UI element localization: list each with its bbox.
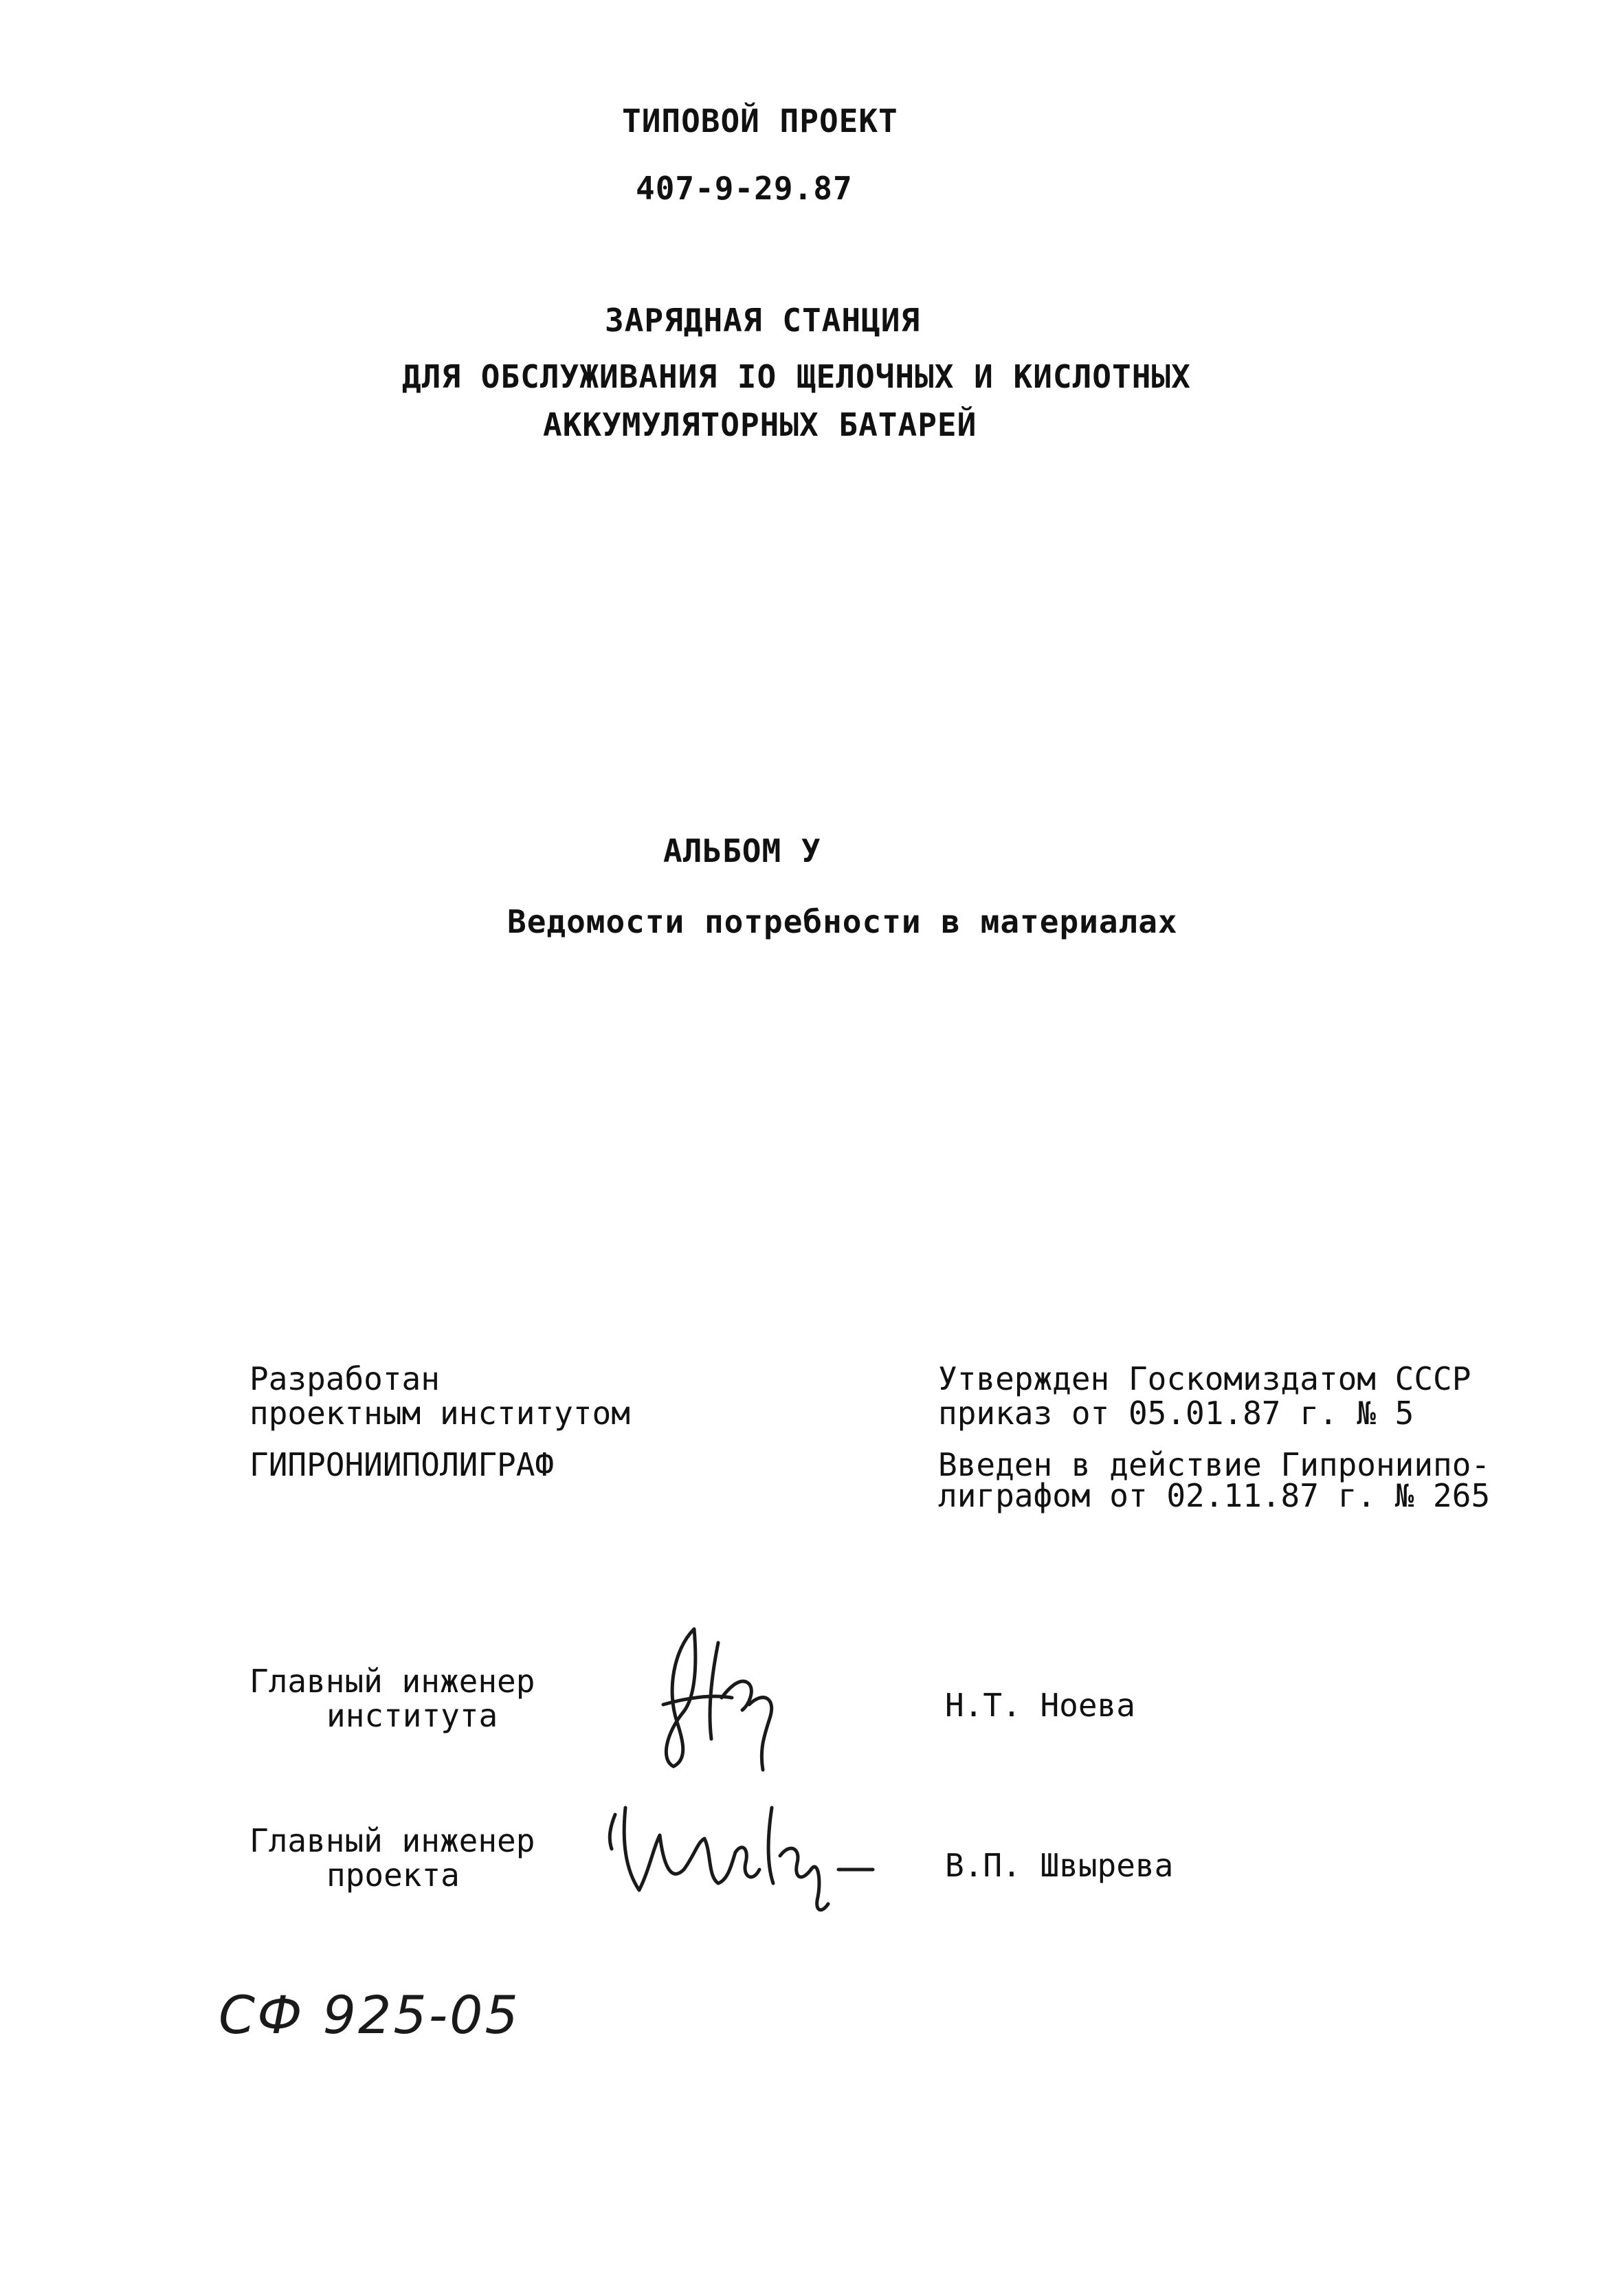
handwritten-signature-icon [646,1601,804,1780]
handwritten-signature-icon [594,1787,883,1918]
signature-2-role-line-1: Главный инженер [249,1822,535,1859]
developer-line-3: ГИПРОНИИПОЛИГРАФ [249,1446,555,1483]
title-line-2: ДЛЯ ОБСЛУЖИВАНИЯ IO ЩЕЛОЧНЫХ И КИСЛОТНЫХ [402,358,1191,395]
title-line-1: ЗАРЯДНАЯ СТАНЦИЯ [605,302,921,339]
approval-line-3: Введен в действие Гипрониипо- [938,1446,1491,1483]
approval-line-1: Утвержден Госкомиздатом СССР [938,1360,1471,1397]
project-number: 407-9-29.87 [636,170,853,207]
album-description: Ведомости потребности в материалах [507,903,1178,940]
signature-2-name: В.П. Швырева [945,1847,1174,1884]
signature-2-role-line-2: проекта [326,1856,460,1894]
developer-line-1: Разработан [249,1360,440,1397]
signature-1-name: Н.Т. Ноева [945,1687,1135,1724]
approval-line-2: приказ от 05.01.87 г. № 5 [938,1395,1414,1432]
handwritten-code: СФ 925-05 [219,1984,520,2045]
developer-line-2: проектным институтом [249,1395,630,1432]
album-name: АЛЬБОМ У [663,832,821,869]
signature-1-role-line-1: Главный инженер [249,1663,535,1700]
project-type: ТИПОВОЙ ПРОЕКТ [622,102,898,140]
title-line-3: АККУМУЛЯТОРНЫХ БАТАРЕЙ [543,406,977,443]
signature-1-role-line-2: института [326,1697,498,1734]
approval-line-4: лиграфом от 02.11.87 г. № 265 [938,1477,1491,1514]
